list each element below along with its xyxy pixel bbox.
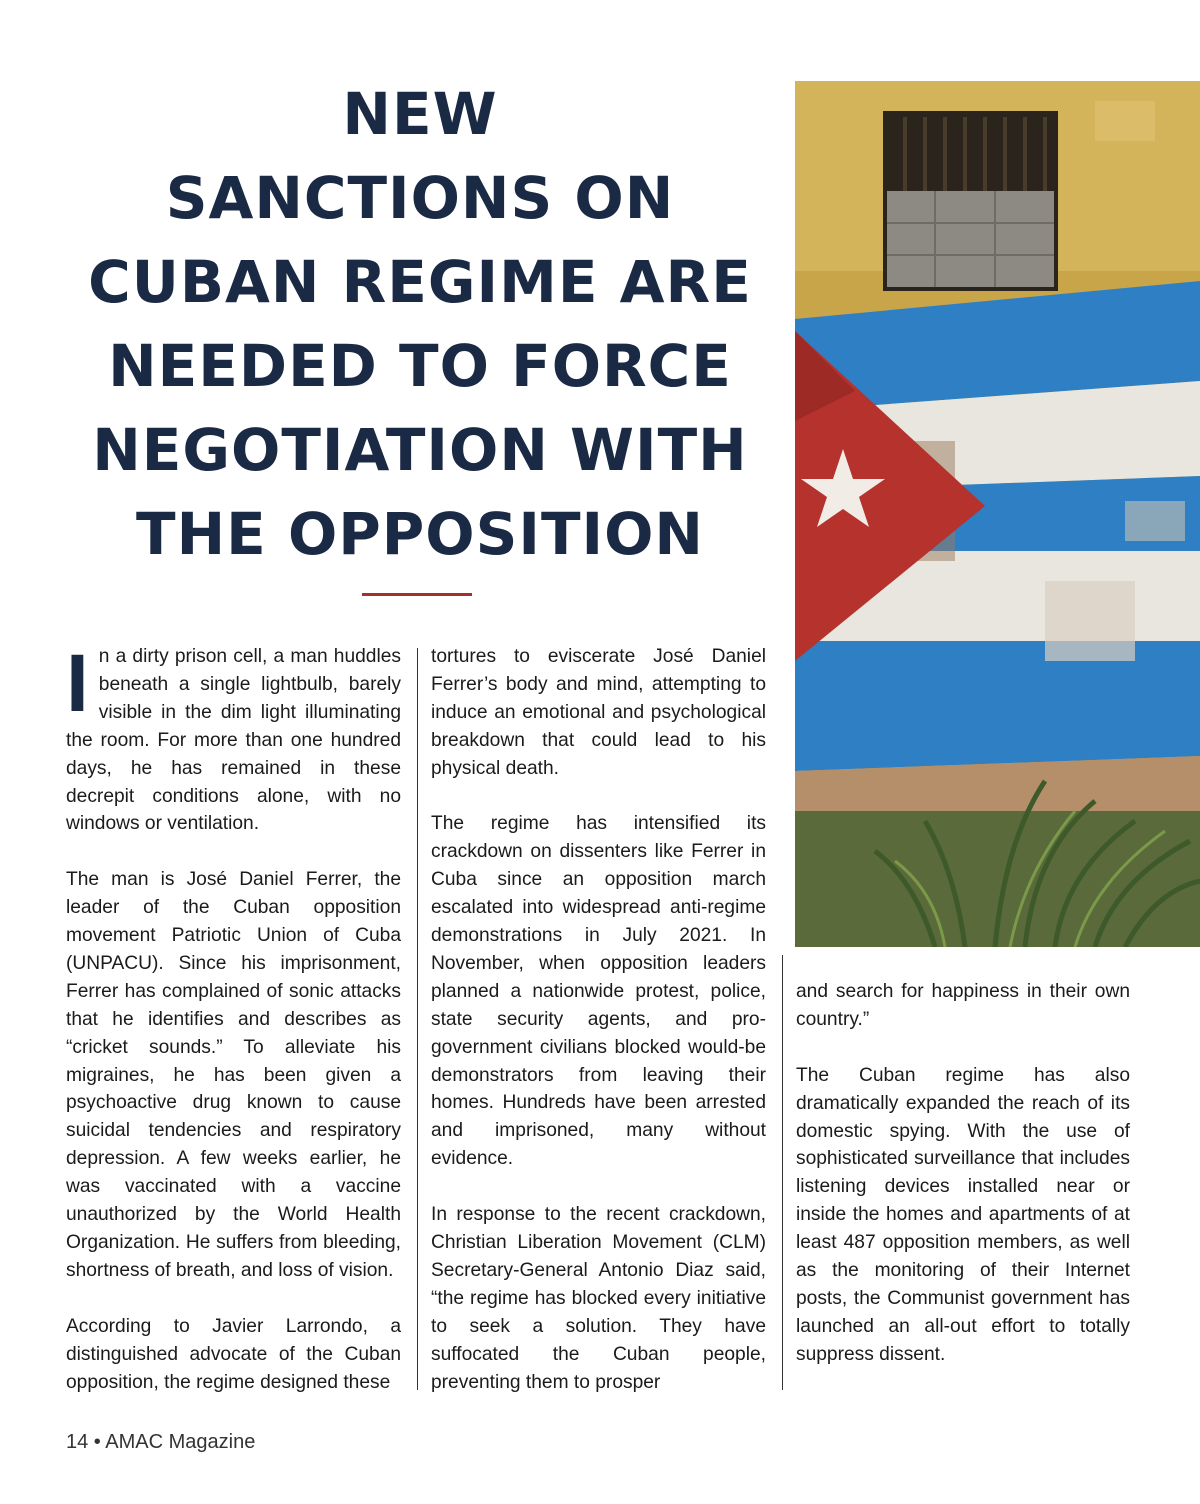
headline-line: NEGOTIATION WITH <box>92 416 748 484</box>
paragraph: According to Javier Larrondo, a distinguished advocate of the Cuban opposition, the regime designed these <box>66 1315 401 1393</box>
paragraph-text: n a dirty prison cell, a man huddles beneath a single lightbulb, barely visible in the dim light illuminating the room. For more than one hundred days, he has remained in these decrepit conditions alone, with no windows or ventilation. <box>66 646 401 835</box>
headline-accent-rule <box>362 593 472 596</box>
headline <box>70 72 770 576</box>
drop-cap: I <box>66 638 89 729</box>
cuban-flag-mural-image <box>795 81 1200 947</box>
paragraph: and search for happiness in their own country.” <box>796 981 1130 1030</box>
page-footer: 14 • AMAC Magazine <box>66 1431 256 1453</box>
headline-line: THE OPPOSITION <box>136 500 704 568</box>
paragraph: The Cuban regime has also dramatically expanded the reach of its domestic spying. With the use of sophisticated surveillance that includes listening devices installed near or inside the homes and apartments of at least 487 opposition members, as well as the monitoring of their Internet posts, the Communist government has launched an all-out effort to totally suppress dissent. <box>796 1064 1130 1365</box>
headline-line: NEW <box>342 80 498 148</box>
headline-line: CUBAN REGIME ARE <box>88 248 752 316</box>
headline-line: NEEDED TO FORCE <box>108 332 732 400</box>
cuban-flag-mural-icon <box>795 81 1200 947</box>
column-divider <box>417 648 418 1390</box>
paragraph: The regime has intensified its crackdown on dissenters like Ferrer in Cuba since an opposition march escalated into widespread anti-regime demonstrations in July 2021. In November, when opposition leaders planned a nationwide protest, police, state security agents, and pro-government civilians blocked would-be demonstrators from leaving their homes. Hundreds have been arrested and imprisoned, many without evidence. <box>431 813 766 1170</box>
article-column-3 <box>796 978 1130 1369</box>
article-column-2 <box>431 643 766 1396</box>
paragraph: In response to the recent crackdown, Christian Liberation Movement (CLM) Secretary-General Antonio Diaz said, “the regime has blocked every initiative to seek a solution. They have suffocated the Cuban people, preventing them to prosper <box>431 1204 766 1393</box>
paragraph: tortures to eviscerate José Daniel Ferrer’s body and mind, attempting to induce an emotional and psychological breakdown that could lead to his physical death. <box>431 646 766 779</box>
paragraph <box>66 638 401 838</box>
paragraph: The man is José Daniel Ferrer, the leader of the Cuban opposition movement Patriotic Union of Cuba (UNPACU). Since his imprisonment, Ferrer has complained of sonic attacks that he identifies and describes as “cricket sounds.” To alleviate his migraines, he has been given a psychoactive drug known to cause suicidal tendencies and respiratory depression. A few weeks earlier, he was vaccinated with a vaccine unauthorized by the World Health Organization. He suffers from bleeding, shortness of breath, and loss of vision. <box>66 869 401 1281</box>
article-column-1 <box>66 638 401 1396</box>
headline-line: SANCTIONS ON <box>165 164 675 232</box>
column-divider <box>782 955 783 1390</box>
